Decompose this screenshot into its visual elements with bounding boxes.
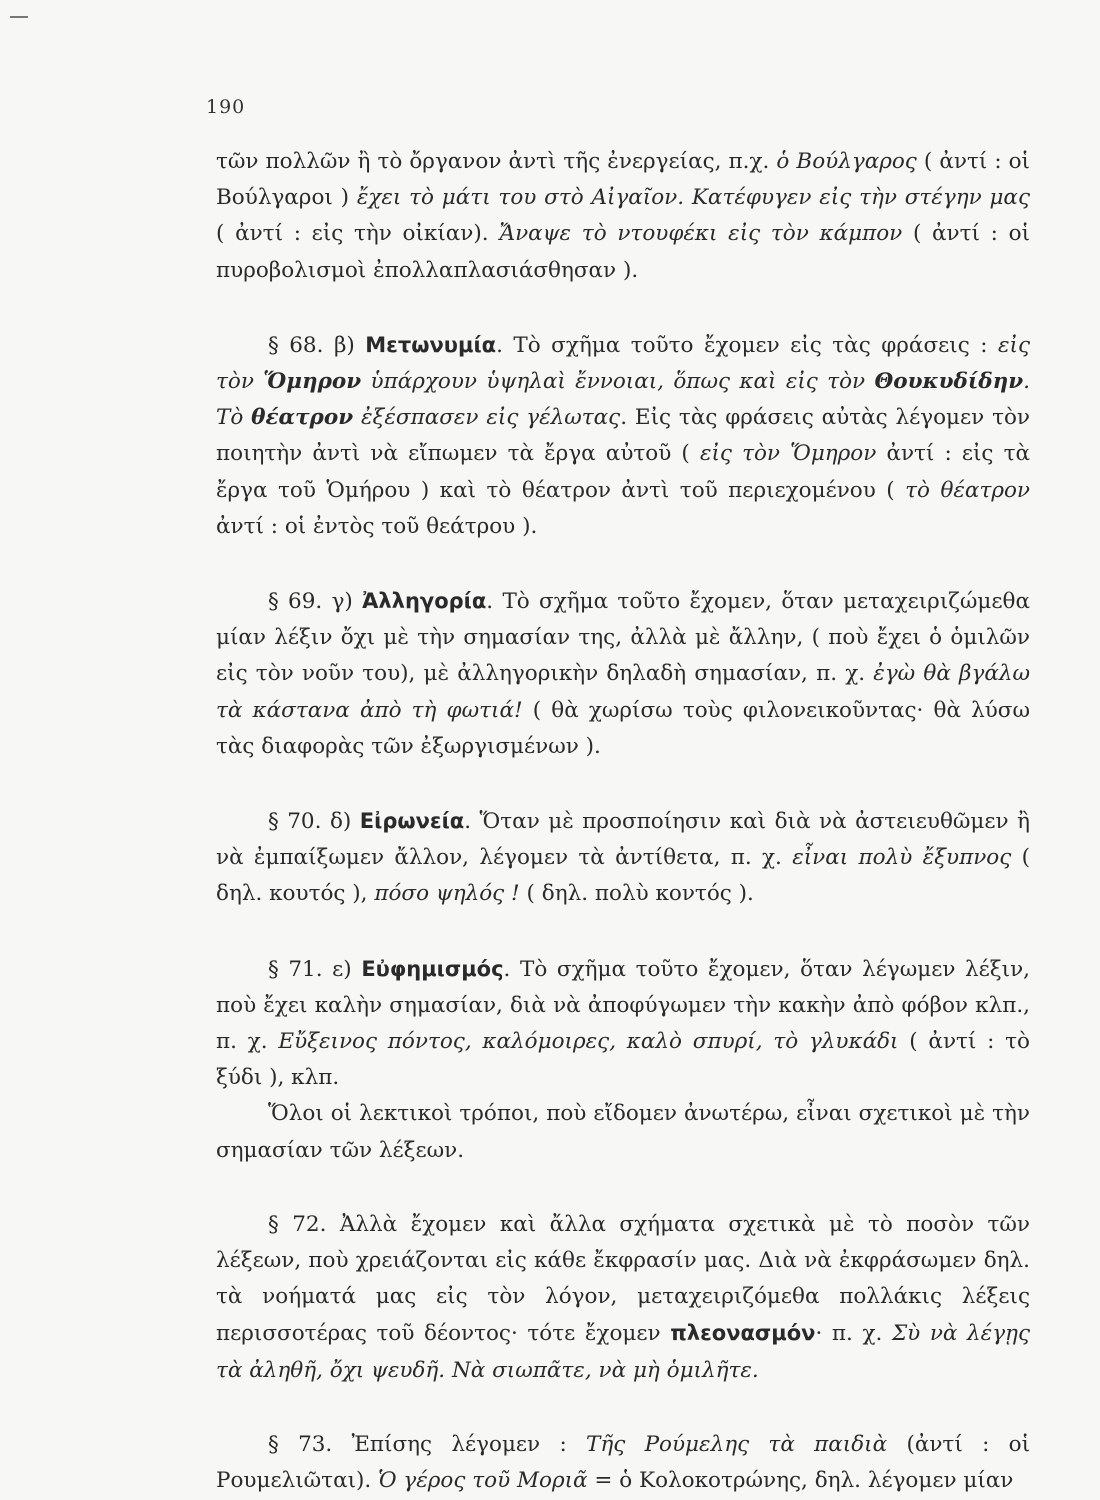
section-heading: Μετωνυμία [365,332,497,357]
text-run: . Τὸ σχῆμα τοῦτο ἔχομεν εἰς τὰς φράσεις : [496,332,998,358]
paragraph-continuation [216,144,1030,289]
example-text: Τῆς Ρούμελης τὰ παιδιὰ [586,1431,888,1457]
text-run: ε) [322,956,362,982]
example-text: . Τὸ [216,369,1030,431]
section-heading: Ἀλληγορία [362,589,487,614]
text-run: τῶν πολλῶν ἢ τὸ ὄργανον ἀντὶ τῆς ἐνεργείας, π.χ. [216,149,777,174]
text-run: ( θὰ χωρίσω τοὺς φιλονεικοῦντας· θὰ λύσω τὰς διαφορὰς τῶν ἐξωργισμένων ). [216,697,1030,759]
text-run: Ἐπίσης λέγομεν : [332,1431,586,1457]
example-text: ἐξέσπασεν εἰς γέλωτας [353,405,621,431]
text-run: ἀντί : εἰς τὰ ἔργα τοῦ Ὁμήρου ) καὶ τὸ θέατρον ἀντὶ τοῦ περιεχομένου ( [216,441,1030,503]
term-bold: πλεονασμόν [670,1321,816,1346]
example-text: εἰς τὸν [216,332,1030,395]
text-run: γ) [322,589,363,615]
example-text: εἰς τὸν Ὅμηρον [699,441,877,467]
text-run: Ἀλλὰ ἔχομεν καὶ ἄλλα σχήματα σχετικὰ μὲ τὸ ποσὸν τῶν λέξεων, ποὺ χρειάζονται εἰς κάθε ἔκφρασίν μας. Διὰ νὰ ἐκφράσωμεν δηλ. τὰ νοήματά μας εἰς τὸν λόγον, μεταχειριζόμεθα πολλάκις λέξεις περισσοτέρας τοῦ δέοντος· τότε ἔχομεν [216,1211,1031,1347]
text-run: β) [323,332,366,358]
emphasis-text: Ὅμηρον [263,369,362,395]
example-text: Ἄναψε τὸ ντουφέκι εἰς τὸν κάμπον [499,221,903,247]
emphasis-text: Θουκυδίδην [874,369,1024,395]
section-number: § 70. [268,809,322,835]
text-run: ( ἀντί : τὸ ξύδι ), κλπ. [216,1029,1030,1091]
text-run: ἀντί : οἱ ἐντὸς τοῦ θεάτρου ). [216,513,538,539]
example-text: ὑπάρχουν ὑψηλαὶ ἔννοιαι, ὅπως καὶ εἰς τὸν [361,369,875,395]
example-text: ἐγὼ θὰ βγάλω τὰ κάστανα ἀπὸ τὴ φωτιά! [216,661,1030,723]
example-text: Εὔξεινος πόντος, καλόμοιρες, καλὸ σπυρί, τὸ γλυκάδι [278,1029,899,1055]
section-70 [216,803,1030,913]
text-run: . Εἰς τὰς φράσεις αὐτὰς λέγομεν τὸν ποιητὴν ἀντὶ νὰ εἴπωμεν τὰ ἔργα αὐτοῦ ( [216,405,1030,467]
example-text: Ὁ γέρος τοῦ Μοριᾶ [378,1468,588,1494]
text-run: = ὁ Κολοκοτρώνης, δηλ. λέγομεν μίαν [587,1468,1014,1494]
text-run: δ) [321,809,360,835]
page-number: 190 [206,96,246,118]
summary-paragraph: Ὅλοι οἱ λεκτικοὶ τρόποι, ποὺ εἴδομεν ἀνωτέρω, εἶναι σχετικοὶ μὲ τὴν σημασίαν τῶν λέξεων. [216,1101,1030,1163]
section-71 [216,951,1030,1097]
text-run: ( ἀντί : εἰς τὴν οἰκίαν). [216,221,500,247]
text-run: · π. χ. [815,1321,892,1347]
text-run: ( δηλ. κουτός ), [216,845,1030,907]
example-text: ὁ Βούλγαρος [776,149,917,174]
section-number: § 73. [268,1431,333,1457]
text-run: ( δηλ. πολὺ κοντός ). [519,881,754,907]
section-68 [216,327,1030,545]
text-run: (ἀντί : οἱ Ρουμελιῶται). [216,1431,1030,1494]
text-run: ( ἀντί : οἱ Βούλγαροι ) [216,149,1030,211]
section-number: § 69. [268,589,323,615]
section-69 [216,583,1030,765]
text-run: . Τὸ σχῆμα τοῦτο ἔχομεν, ὅταν λέγωμεν λέξιν, ποὺ ἔχει καλὴν σημασίαν, διὰ νὰ ἀποφύγωμεν τὴν κακὴν ἀπὸ φόβον κλπ., π. χ. [216,956,1030,1055]
example-text: πόσο ψηλός ! [374,881,520,907]
section-72 [216,1207,1030,1389]
text-run: . Ὅταν μὲ προσποίησιν καὶ διὰ νὰ ἀστειευθῶμεν ἢ νὰ ἐμπαίξωμεν ἄλλον, λέγομεν τὰ ἀντίθετα, π. χ. [216,809,1030,871]
example-text: εἶναι πολὺ ἔξυπνος [792,845,1012,871]
example-text: τὸ θέατρον [905,477,1030,503]
section-number: § 72. [268,1211,327,1237]
text-run: . Τὸ σχῆμα τοῦτο ἔχομεν, ὅταν μεταχειριζώμεθα μίαν λέξιν ὄχι μὲ τὴν σημασίαν της, ἀλλὰ μὲ ἄλλην, ( ποὺ ἔχει ὁ ὁμιλῶν εἰς τὸν νοῦν του), μὲ ἀλληγορικὴν δηλαδὴ σημασίαν, π. χ. [216,589,1031,687]
section-number: § 68. [268,332,324,358]
section-heading: Εὐφημισμός [361,956,504,981]
emphasis-text: θέατρον [251,405,354,431]
example-text: ἔχει τὸ μάτι του στὸ Αἰγαῖον. Κατέφυγεν εἰς τὴν στέγην μας [356,185,1030,211]
section-number: § 71. [268,956,323,982]
example-text: Σὺ νὰ λέγῃς τὰ ἀληθῆ, ὄχι ψευδῆ. Νὰ σιωπᾶτε, νὰ μὴ ὁμιλῆτε. [216,1321,1030,1383]
section-heading: Εἰρωνεία [359,809,465,834]
section-73 [216,1427,1030,1499]
text-run: ( ἀντί : οἱ πυροβολισμοὶ ἐπολλαπλασιάσθησαν ). [216,221,1030,283]
corner-mark [10,16,28,18]
body-text [216,144,1030,1499]
